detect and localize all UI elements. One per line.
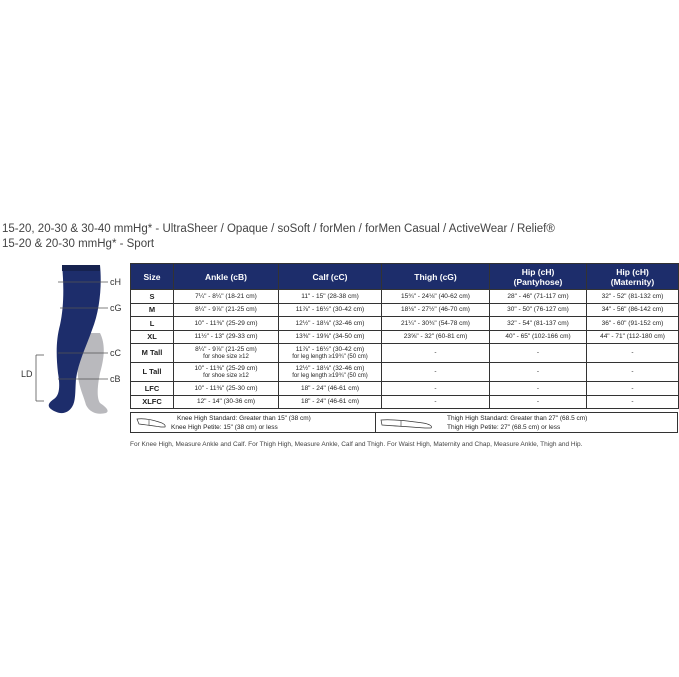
thigh-cell: - xyxy=(382,382,490,396)
LD-label: LD xyxy=(21,369,33,379)
knee-standard-note: Knee High Standard: Greater than 15" (38 cm) xyxy=(177,415,311,422)
size-cell: S xyxy=(131,290,174,304)
knee-high-icon xyxy=(135,416,169,430)
header-hip-maternity xyxy=(587,264,679,290)
hip-maternity-cell: 36" - 60" (91-152 cm) xyxy=(587,317,679,331)
calf-value: 12½" - 18⅛" (32-46 cm) xyxy=(295,365,365,372)
calf-cell: 13⅜" - 19⅝" (34-50 cm) xyxy=(279,330,382,344)
calf-cell xyxy=(279,363,382,382)
hip-pantyhose-cell: 32" - 54" (81-137 cm) xyxy=(490,317,587,331)
header-thigh: Thigh (cG) xyxy=(382,264,490,290)
hip-maternity-cell: 32" - 52" (81-132 cm) xyxy=(587,290,679,304)
size-chart-table xyxy=(130,263,679,409)
thigh-standard-note: Thigh High Standard: Greater than 27" (68.5 cm) xyxy=(447,415,588,422)
knee-high-notes xyxy=(131,413,376,432)
size-cell: LFC xyxy=(131,382,174,396)
thigh-cell: 15¾" - 24⅛" (40-62 cm) xyxy=(382,290,490,304)
ankle-condition: for shoe size ≥12 xyxy=(203,372,249,379)
hip-maternity-cell: - xyxy=(587,395,679,409)
hip-maternity-cell: - xyxy=(587,382,679,396)
header-size: Size xyxy=(131,264,174,290)
thigh-cell: - xyxy=(382,395,490,409)
hip-maternity-cell: 44" - 71" (112-180 cm) xyxy=(587,330,679,344)
calf-cell: 11" - 15" (28-38 cm) xyxy=(279,290,382,304)
size-cell: L Tall xyxy=(131,363,174,382)
calf-value: 11⅞" - 16½" (30-42 cm) xyxy=(295,346,365,353)
cH-label: cH xyxy=(110,277,121,287)
header-hip-label: Hip (cH) xyxy=(616,266,649,277)
stocking-band xyxy=(62,265,100,271)
table-row xyxy=(131,395,679,409)
cG-label: cG xyxy=(110,303,122,313)
table-row xyxy=(131,344,679,363)
ankle-value: 8¼" - 9⅞" (21-25 cm) xyxy=(195,346,257,353)
measurement-instructions: For Knee High, Measure Ankle and Calf. For Thigh High, Measure Ankle, Calf and Thigh. For Waist High, Maternity and Chap, Measure Ankle, Thigh and Hip. xyxy=(130,441,583,448)
header-ankle: Ankle (cB) xyxy=(174,264,279,290)
cC-label: cC xyxy=(110,348,121,358)
table-header-row xyxy=(131,264,679,290)
ankle-cell: 10" - 11⅜" (25-29 cm) xyxy=(174,317,279,331)
ankle-cell xyxy=(174,363,279,382)
calf-cell: 18" - 24" (46-61 cm) xyxy=(279,395,382,409)
calf-condition: for leg length ≥19¾" (50 cm) xyxy=(292,372,368,379)
size-cell: XLFC xyxy=(131,395,174,409)
hip-maternity-cell: 34" - 56" (86-142 cm) xyxy=(587,303,679,317)
table-row xyxy=(131,382,679,396)
thigh-cell: 23⅝" - 32" (60-81 cm) xyxy=(382,330,490,344)
ankle-cell: 7¼" - 8¼" (18-21 cm) xyxy=(174,290,279,304)
ankle-condition: for shoe size ≥12 xyxy=(203,353,249,360)
thigh-cell: 18⅛" - 27½" (46-70 cm) xyxy=(382,303,490,317)
hip-pantyhose-cell: 28" - 46" (71-117 cm) xyxy=(490,290,587,304)
size-cell: M xyxy=(131,303,174,317)
thigh-cell: 21¼" - 30¾" (54-78 cm) xyxy=(382,317,490,331)
thigh-petite-note: Thigh High Petite: 27" (68.5 cm) or less xyxy=(447,424,561,431)
hip-pantyhose-cell: - xyxy=(490,395,587,409)
table-row xyxy=(131,290,679,304)
ankle-cell: 11½" - 13" (29-33 cm) xyxy=(174,330,279,344)
ankle-cell: 10" - 11⅜" (25-30 cm) xyxy=(174,382,279,396)
header-hip-pantyhose xyxy=(490,264,587,290)
product-line-heading: 15-20, 20-30 & 30-40 mmHg* - UltraSheer / Opaque / soSoft / forMen / forMen Casual / ActiveWear / Relief® xyxy=(2,223,555,235)
size-cell: L xyxy=(131,317,174,331)
thigh-cell: - xyxy=(382,344,490,363)
hip-maternity-cell: - xyxy=(587,344,679,363)
size-cell: XL xyxy=(131,330,174,344)
table-row xyxy=(131,317,679,331)
calf-cell: 18" - 24" (46-61 cm) xyxy=(279,382,382,396)
table-row xyxy=(131,330,679,344)
calf-cell: 11⅞" - 16½" (30-42 cm) xyxy=(279,303,382,317)
header-calf: Calf (cC) xyxy=(279,264,382,290)
ankle-cell xyxy=(174,344,279,363)
leg-measurement-diagram xyxy=(20,255,135,425)
hip-pantyhose-cell: - xyxy=(490,382,587,396)
ankle-cell: 12" - 14" (30-36 cm) xyxy=(174,395,279,409)
knee-petite-note: Knee High Petite: 15" (38 cm) or less xyxy=(171,424,278,431)
thigh-cell: - xyxy=(382,363,490,382)
sport-line-heading: 15-20 & 20-30 mmHg* - Sport xyxy=(2,238,155,250)
ankle-cell: 8¼" - 9⅞" (21-25 cm) xyxy=(174,303,279,317)
table-row xyxy=(131,363,679,382)
hip-pantyhose-cell: 40" - 65" (102-166 cm) xyxy=(490,330,587,344)
thigh-high-notes xyxy=(375,413,677,432)
header-hip-sub: (Maternity) xyxy=(610,276,655,287)
table-row xyxy=(131,303,679,317)
hip-pantyhose-cell: - xyxy=(490,344,587,363)
hip-pantyhose-cell: - xyxy=(490,363,587,382)
header-hip-sub: (Pantyhose) xyxy=(513,276,563,287)
hip-pantyhose-cell: 30" - 50" (76-127 cm) xyxy=(490,303,587,317)
cB-label: cB xyxy=(110,374,121,384)
thigh-high-icon xyxy=(379,416,435,430)
hip-maternity-cell: - xyxy=(587,363,679,382)
calf-cell xyxy=(279,344,382,363)
length-notes-box xyxy=(130,412,678,433)
size-cell: M Tall xyxy=(131,344,174,363)
calf-cell: 12½" - 18⅛" (32-46 cm) xyxy=(279,317,382,331)
ankle-value: 10" - 11⅜" (25-29 cm) xyxy=(194,365,258,372)
calf-condition: for leg length ≥19¾" (50 cm) xyxy=(292,353,368,360)
header-hip-label: Hip (cH) xyxy=(521,266,555,277)
